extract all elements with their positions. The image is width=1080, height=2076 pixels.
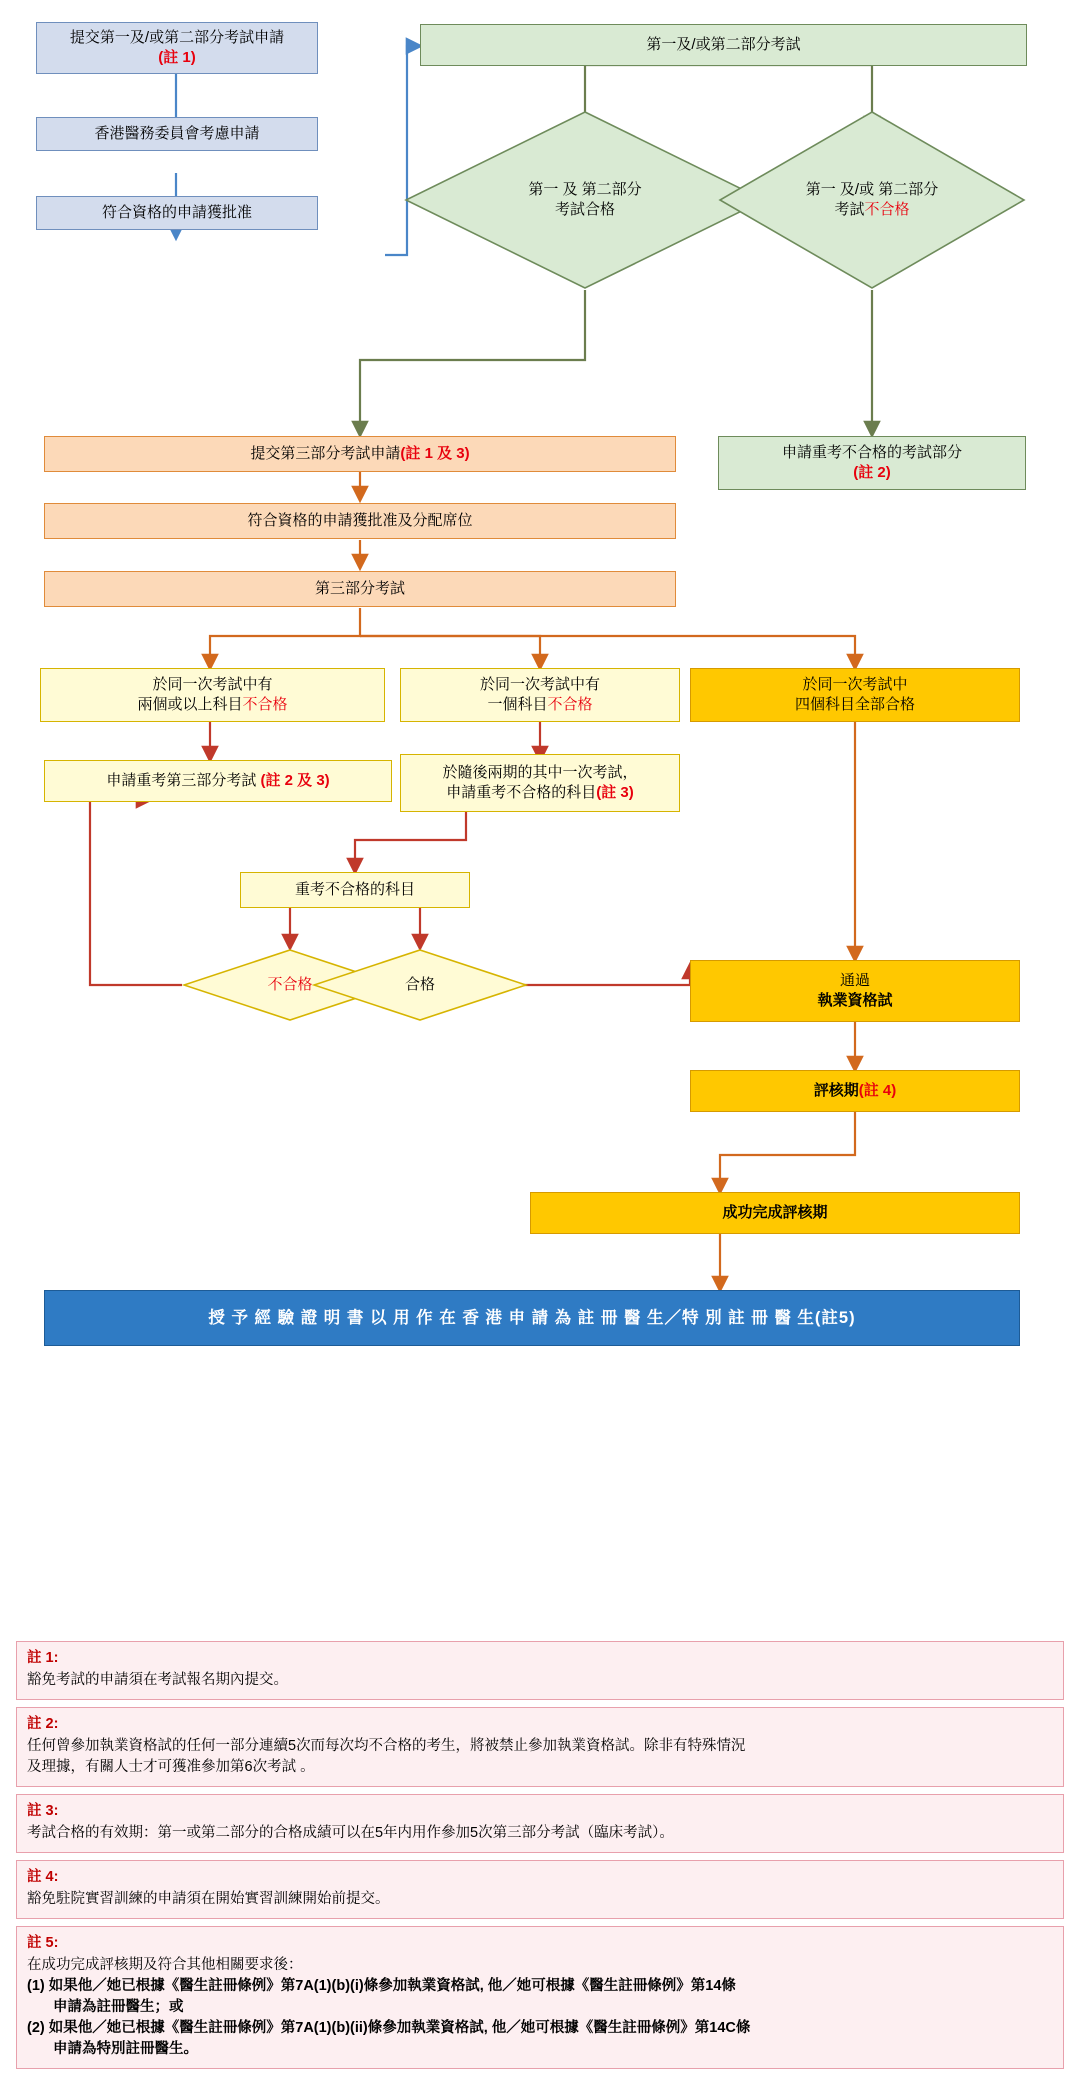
node-retake-part3[interactable] <box>44 760 392 802</box>
node-retake-failed-parts[interactable] <box>718 436 1026 490</box>
node-application-approved-text: 符合資格的申請獲批准 <box>101 203 252 221</box>
node-two-or-more-fail[interactable] <box>40 668 385 722</box>
node-retake-failed-subject-text: 重考不合格的科目 <box>294 880 415 898</box>
node-retake-failed-subject-next-text: 於隨後兩期的其中一次考試， 申請重考不合格的科目(註 3) <box>442 763 638 801</box>
note-4-body: 豁免駐院實習訓練的申請須在開始實習訓練開始前提交。 <box>27 1891 390 1908</box>
node-exam-part3-text: 第三部分考試 <box>314 579 405 597</box>
node-council-consider[interactable] <box>36 117 318 151</box>
node-retake-failed-parts-text: 申請重考不合格的考試部分 (註 2) <box>781 443 962 481</box>
note-5-line-4: (2) 如果他／她已根據《醫生註冊條例》第7A(1)(b)(ii)條參加執業資格試, 他／她可根據《醫生註冊條例》第14C條 <box>27 2020 751 2037</box>
node-apply-part12-text: 提交第一及/或第二部分考試申請 (註 1) <box>69 28 285 66</box>
node-apply-part3[interactable] <box>44 436 676 472</box>
decision-fail-part12[interactable] <box>718 110 1026 290</box>
node-exam-part3[interactable] <box>44 571 676 607</box>
node-passed-licensing-exam[interactable] <box>690 960 1020 1022</box>
note-3 <box>16 1794 1064 1853</box>
note-5-line-1: 在成功完成評核期及符合其他相關要求後： <box>27 1957 303 1974</box>
note-3-title: 註 3: <box>27 1803 59 1820</box>
note-5-line-5: 申請為特別註冊醫生。 <box>53 2041 198 2058</box>
note-5-line-2: (1) 如果他／她已根據《醫生註冊條例》第7A(1)(b)(i)條參加執業資格試, 他／她可根據《醫生註冊條例》第14條 <box>27 1978 736 1995</box>
decision-fail-retake-text: 不合格 <box>267 975 313 993</box>
note-2-line-2: 及理據，有關人士才可獲准參加第6次考試 。 <box>27 1759 315 1776</box>
note-1 <box>16 1641 1064 1700</box>
node-approved-seat[interactable] <box>44 503 676 539</box>
node-exam-part12[interactable] <box>420 24 1027 66</box>
node-council-consider-text: 香港醫務委員會考慮申請 <box>94 124 260 142</box>
node-one-subject-fail-text: 於同一次考試中有 一個科目不合格 <box>479 675 600 713</box>
node-approved-seat-text: 符合資格的申請獲批准及分配席位 <box>247 511 473 529</box>
node-certificate-granted[interactable] <box>44 1290 1020 1346</box>
note-4-title: 註 4: <box>27 1869 59 1886</box>
note-5-title: 註 5: <box>27 1935 59 1952</box>
notes-section <box>16 1641 1064 2076</box>
node-certificate-granted-text: 授 予 經 驗 證 明 書 以 用 作 在 香 港 申 請 為 註 冊 醫 生／特 別 註 冊 醫 生(註5) <box>208 1308 856 1327</box>
node-assessment-complete[interactable] <box>530 1192 1020 1234</box>
note-5-line-3: 申請為註冊醫生；或 <box>53 1999 184 2016</box>
node-application-approved[interactable] <box>36 196 318 230</box>
decision-fail-part12-text: 第一 及/或 第二部分 考試不合格 <box>805 180 939 218</box>
note-2-title: 註 2: <box>27 1716 59 1733</box>
decision-pass-part12-text: 第一 及 第二部分 考試合格 <box>528 180 642 218</box>
node-apply-part3-text: 提交第三部分考試申請(註 1 及 3) <box>250 444 470 462</box>
node-assessment-complete-text: 成功完成評核期 <box>722 1203 828 1221</box>
node-all-four-pass-text: 於同一次考試中 四個科目全部合格 <box>794 675 916 713</box>
note-1-title: 註 1: <box>27 1650 59 1666</box>
decision-pass-retake-text: 合格 <box>404 975 435 993</box>
node-two-or-more-fail-text: 於同一次考試中有 兩個或以上科目不合格 <box>137 675 288 713</box>
node-exam-part12-text: 第一及/或第二部分考試 <box>646 35 801 53</box>
node-retake-part3-text: 申請重考第三部分考試 (註 2 及 3) <box>106 771 330 789</box>
node-assessment-period[interactable] <box>690 1070 1020 1112</box>
decision-pass-part12[interactable] <box>404 110 766 290</box>
note-4 <box>16 1860 1064 1919</box>
node-retake-failed-subject-next[interactable] <box>400 754 680 812</box>
note-5 <box>16 1926 1064 2069</box>
node-one-subject-fail[interactable] <box>400 668 680 722</box>
decision-pass-retake[interactable] <box>312 948 528 1022</box>
note-3-body: 考試合格的有效期：第一或第二部分的合格成績可以在5年内用作參加5次第三部分考試（臨床考試）。 <box>27 1825 674 1842</box>
note-2 <box>16 1707 1064 1787</box>
node-assessment-period-text: 評核期(註 4) <box>813 1081 897 1099</box>
note-2-line-1: 任何曾參加執業資格試的任何一部分連續5次而每次均不合格的考生，將被禁止參加執業資格試。除非有特殊情況 <box>27 1738 746 1755</box>
node-retake-failed-subject[interactable] <box>240 872 470 908</box>
node-apply-part12[interactable] <box>36 22 318 74</box>
node-all-four-pass[interactable] <box>690 668 1020 722</box>
node-passed-licensing-exam-text: 通過 執業資格試 <box>817 971 893 1009</box>
note-1-body: 豁免考試的申請須在考試報名期內提交。 <box>27 1672 288 1689</box>
